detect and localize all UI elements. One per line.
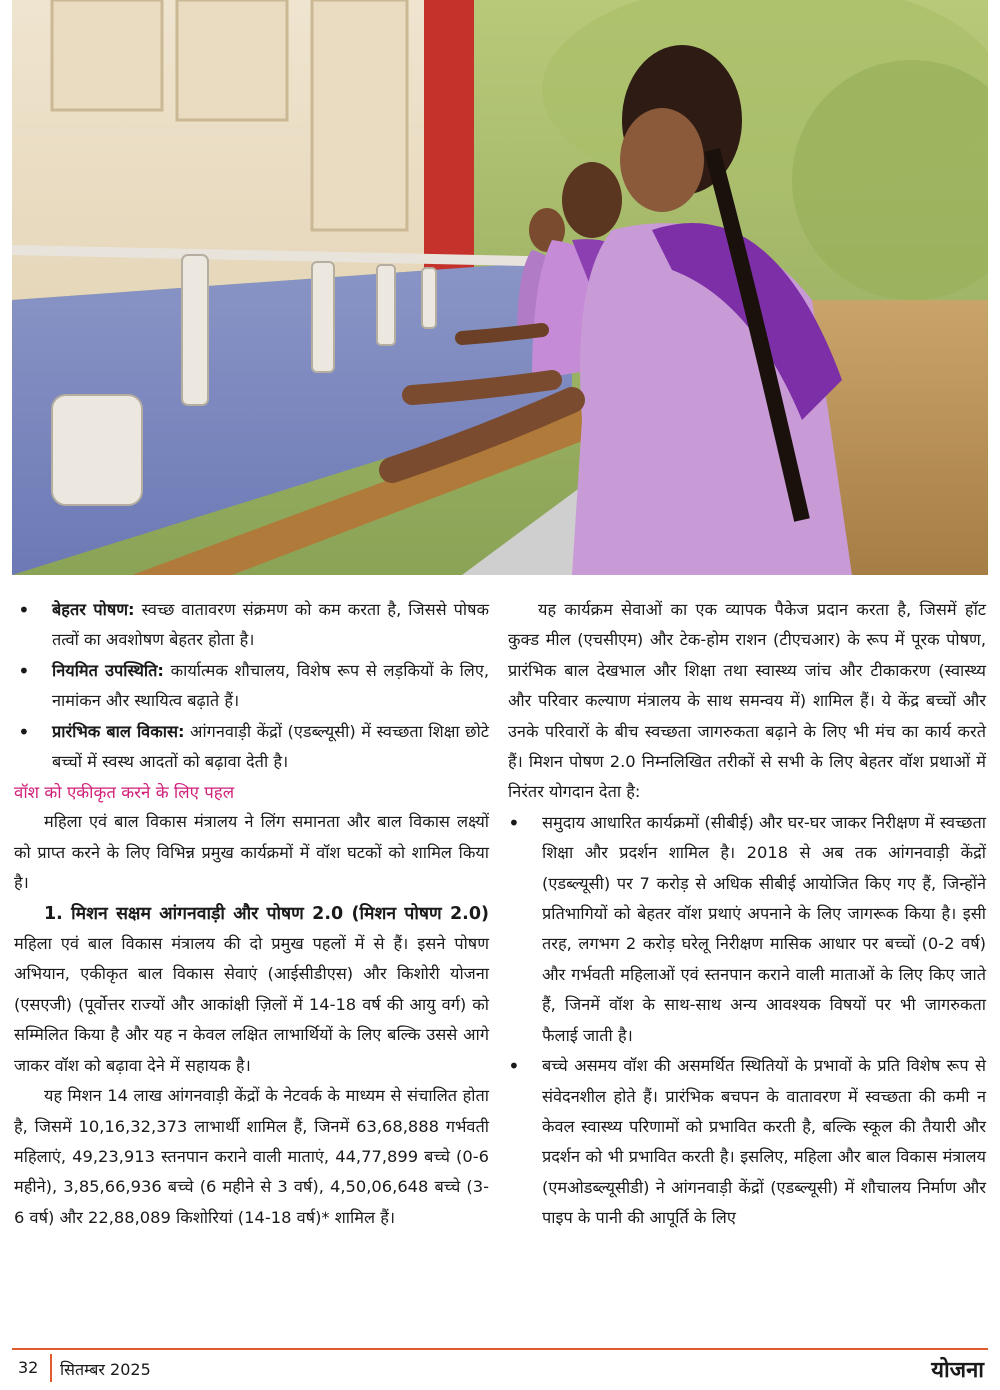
bullet-nutrition: • बेहतर पोषण: स्वच्छ वातावरण संक्रमण को कम करता है, जिससे पोषक तत्वों का अवशोषण बेहतर होता है। [14,595,489,656]
footer-divider [50,1354,52,1382]
page-number: 32 [18,1358,39,1377]
page-footer [12,1348,988,1390]
publication-name: योजना [931,1358,984,1383]
stats-paragraph: यह मिशन 14 लाख आंगनवाड़ी केंद्रों के नेटवर्क के माध्यम से संचालित होता है, जिसमें 10,16,32,373 लाभार्थी शामिल हैं, जिनमें 63,68,888 गर्भवती महिलाएं, 49,23,913 स्तनपान कराने वाली माताएं, 44,77,899 बच्चे (0-6 महीने), 3,85,66,936 बच्चे (6 महीने से 3 वर्ष), 4,50,06,648 बच्चे (3-6 वर्ष) और 22,88,089 किशोरियां (14-18 वर्ष)* शामिल हैं। [14,1086,489,1227]
section-heading: वॉश को एकीकृत करने के लिए पहल [14,782,235,803]
issue-month: सितम्बर 2025 [60,1360,151,1379]
hero-photo [12,0,988,575]
bullet-early-childhood: • प्रारंभिक बाल विकास: आंगनवाड़ी केंद्रों (एडब्ल्यूसी) में स्वच्छता शिक्षा छोटे बच्चों में स्वस्थ आदतों को बढ़ावा देती है। [14,717,489,778]
mission-heading: 1. मिशन सक्षम आंगनवाड़ी और पोषण 2.0 (मिशन पोषण 2.0) [44,903,489,924]
bullet-community-events: • समुदाय आधारित कार्यक्रमों (सीबीई) और घर-घर जाकर निरीक्षण में स्वच्छता शिक्षा और प्रदर्शन शामिल है। 2018 से अब तक आंगनवाड़ी केंद्रों (एडब्ल्यूसी) पर 7 करोड़ से अधिक सीबीई आयोजित किए गए हैं, जिन्होंने प्रतिभागियों को बेहतर वॉश प्रथाएं अपनाने के लिए जागरूक किया है। इसी तरह, लगभग 2 करोड़ घरेलू निरीक्षण मासिक आधार पर बच्चों (0-2 वर्ष) और गर्भवती महिलाओं एवं स्तनपान कराने वाली माताओं के लिए किए जाते हैं, जिनमें वॉश के साथ-साथ अन्य आवश्यक विषयों पर भी जागरुकता फैलाई जाती है। [508,808,986,1051]
intro-paragraph: महिला एवं बाल विकास मंत्रालय ने लिंग समानता और बाल विकास लक्ष्यों को प्राप्त करने के लिए विभिन्न प्रमुख कार्यक्रमों में वॉश घटकों को शामिल किया है। [14,812,489,893]
left-column [14,595,489,1233]
bullet-children-vulnerability: • बच्चे असमय वॉश की असमर्थित स्थितियों के प्रभावों के प्रति विशेष रूप से संवेदनशील होते हैं। प्रारंभिक बचपन के वातावरण में स्वच्छता की कमी न केवल स्वास्थ्य परिणामों को प्रभावित करती है, बल्कि स्कूल की तैयारी और प्रदर्शन को भी प्रभावित करती है। इसलिए, महिला और बाल विकास मंत्रालय (एमओडब्ल्यूसीडी) ने आंगनवाड़ी केंद्रों (एडब्ल्यूसी) में शौचालय निर्माण और पाइप के पानी की आपूर्ति के लिए [508,1051,986,1233]
program-paragraph: यह कार्यक्रम सेवाओं का एक व्यापक पैकेज प्रदान करता है, जिसमें हॉट कुक्ड मील (एचसीएम) और टेक-होम राशन (टीएचआर) के रूप में पूरक पोषण, प्रारंभिक बाल देखभाल और शिक्षा तथा स्वास्थ्य जांच और टीकाकरण (स्वास्थ्य और परिवार कल्याण मंत्रालय के साथ समन्वय में) शामिल हैं। ये केंद्र बच्चों और उनके परिवारों के बीच स्वच्छता जागरुकता बढ़ाने के लिए भी मंच का कार्य करते हैं। मिशन पोषण 2.0 निम्नलिखित तरीकों से सभी के लिए बेहतर वॉश प्रथाओं में निरंतर योगदान देता है: [508,600,986,802]
bullet-attendance: • नियमित उपस्थिति: कार्यात्मक शौचालय, विशेष रूप से लड़कियों के लिए, नामांकन और स्थायित्व बढ़ाते हैं। [14,656,489,717]
mission-paragraph: 1. मिशन सक्षम आंगनवाड़ी और पोषण 2.0 (मिशन पोषण 2.0) महिला एवं बाल विकास मंत्रालय की दो प्रमुख पहलों में से हैं। इसने पोषण अभियान, एकीकृत बाल विकास सेवाएं (आईसीडीएस) और किशोरी योजना (एसएजी) (पूर्वोत्तर राज्यों और आकांक्षी ज़िलों में 14-18 वर्ष की आयु वर्ग) को सम्मिलित किया है और यह न केवल लक्षित लाभार्थियों के लिए बल्कि उससे आगे जाकर वॉश को बढ़ावा देने में सहायक है। [14,903,489,1075]
right-column [508,595,986,1234]
